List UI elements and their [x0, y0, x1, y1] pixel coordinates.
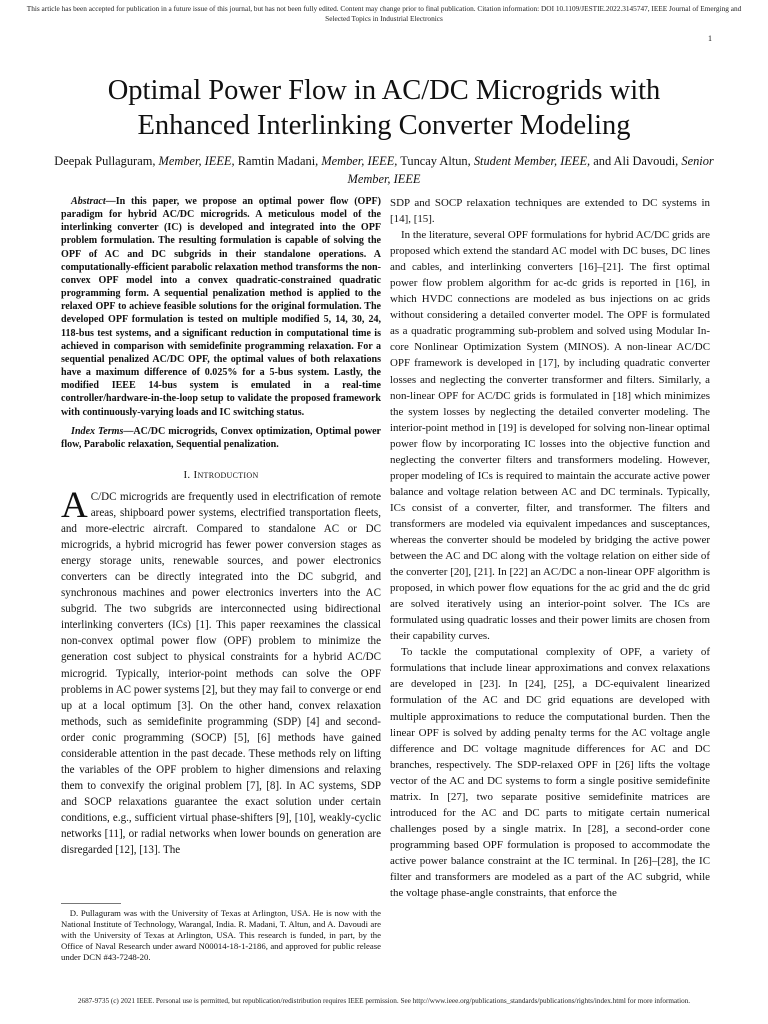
copyright-notice: 2687-9735 (c) 2021 IEEE. Personal use is permitted, but republication/redistribution requires IEEE permission. See http://www.ieee.org/publications_standards/publications/rights/index.html for more information. [77, 997, 691, 1005]
author-role: Senior Member, IEEE [347, 154, 714, 186]
author-role: Member, IEEE, [158, 154, 235, 168]
paper-title [40, 73, 728, 143]
index-terms [61, 425, 381, 451]
right-paragraph-0: SDP and SOCP relaxation techniques are extended to DC systems in [14], [15]. [390, 197, 710, 226]
author-name: Deepak Pullaguram, [54, 154, 156, 168]
author-footnote: D. Pullaguram was with the University of Texas at Arlington, USA. He is now with the National Institute of Technology, Warangal, India. R. Madani, T. Altun, and A. Davoudi are with the University of Texas at Arlington, USA. This research is funded, in part, by the Office of Naval Research under award N00014-18-1-2186, and approved for public release under DCN #43-7248-20. [61, 908, 381, 962]
author-role: Member, IEEE, [321, 154, 398, 168]
journal-banner: This article has been accepted for publication in a future issue of this journal, but has not been fully edited. Content may change prior to final publication. Citation information: DOI 10.1109/JESTIE.2022.3145747, IEEE Journal of Emerging and Selected Topics in Industrial Electronics [26, 4, 742, 23]
right-column [390, 195, 710, 901]
right-paragraph-1: In the literature, several OPF formulations for hybrid AC/DC grids are proposed which extend the standard AC model with DC buses, DC lines and cables, and interlinking converters [16]–[21]. The first optimal power flow problem algorithm for ac-dc grids is reported in [16], in which HVDC connections are modeled as bus injections on ac grids without considering a detailed converter model. The OPF is formulated as a quadratic programming sub-problem and solved using Modular In-core Nonlinear Optimization System (MINOS). A non-linear AC/DC OPF framework is developed in [17], by including quadratic converter losses and neglecting the converter transformer and filters. Similarly, a non-linear OPF for AC/DC grids is formulated in [18] which minimizes the system losses by neglecting the detailed converter modeling. The interior-point method in [19] is developed for solving non-linear optimal power flow by incorporating IC losses into the objective function and neglecting the converter filters and transformers modeling. However, proper modeling of ICs is required to maintain the accurate active power balance and voltage relation between AC and DC terminals. Typically, ICs consist of a converter, filter, and transformer. The filters and transformers are modeled via equivalent impedances and susceptances, whereas the converter should be modeled by bridging the active power between the AC and DC along with the voltage relation on either side of the converter [20], [21]. In [22] an AC/DC a non-linear OPF algorithm is proposed, in which power flow equations for the ac grid and the dc grid are solved iteratively using an interior-point solver. The ICs are formulated using quadratic losses and their power limits are chosen from their capability curves. [390, 229, 710, 643]
left-column [61, 195, 381, 858]
abstract-text: —In this paper, we propose an optimal power flow (OPF) paradigm for hybrid AC/DC microgrids. A meticulous model of the interlinking converter (IC) is developed and integrated into the OPF problem formulation. The resulting formulation is capable of solving the OPF of AC and DC subgrids in their standalone operations. A computationally-efficient parabolic relaxation method transforms the non-convex OPF model into a convex quadratic-constrained quadratic programming form. A sequential penalization method is applied to the relaxed OPF to achieve feasible solutions for the original formulation. The developed OPF formulation is tested on multiple modified 5, 14, 30, 24, 118-bus test systems, and a significant reduction in computational time is achieved in comparison with semidefinite programming relaxation. For a sequential penalized AC/DC OPF, the optimal values of both relaxations have a maximum difference of 0.025% for a 5-bus system. Lastly, the modified IEEE 14-bus system is emulated in a real-time controller/hardware-in-the-loop setup to validate the proposed framework with continuously-varying loads and IC switching status. [61, 196, 381, 418]
intro-paragraph-1 [61, 485, 381, 858]
title-line-1: Optimal Power Flow in AC/DC Microgrids with [107, 75, 661, 106]
title-line-2: Enhanced Interlinking Converter Modeling [137, 110, 631, 141]
abstract [61, 195, 381, 419]
index-terms-label: Index Terms [71, 425, 124, 437]
section-number: I. [183, 468, 191, 481]
section-heading-introduction [61, 467, 381, 483]
right-paragraph-2: To tackle the computational complexity of OPF, a variety of formulations that include linear approximations and convex relaxations are developed in [23]. In [24], [25], a DC-equivalent linearized formulation of the AC and DC grid equations are developed with multiple approximations to reduce the computational burden. Then the linear OPF is solved by adding penalty terms for the AC voltage angle difference and DC voltage magnitude differences for AC and DC branches, respectively. The SDP-relaxed OPF in [26] lifts the voltage vector of the AC and DC systems to form a single positive semidefinite matrix. In [27], two separate positive semidefinite matrices are introduced for the AC and DC parts to mitigate certain numerical challenges posed by a single matrix. In [28], a second-order cone programming based OPF formulation is proposed to accommodate the active power balance constraint at the IC terminal. In [26]–[28], the IC filter and transformers are modeled as a part of the AC subgrid, while the voltage phase-angle constraints, that enforce the [390, 646, 710, 900]
abstract-label: Abstract [71, 196, 106, 207]
index-terms-text: —AC/DC microgrids, Convex optimization, Optimal power flow, Parabolic relaxation, Sequential penalization. [61, 425, 382, 450]
drop-cap: A [61, 485, 88, 527]
intro-paragraph-1-text: C/DC microgrids are frequently used in electrification of remote areas, shipboard power systems, electrified transportation fleets, and more-electric aircraft. Compared to standalone AC or DC microgrids, a hybrid microgrid has fewer power conversion stages as energy storage units, renewable sources, and power electronics converters can be directly integrated into the DC subgrid, and synchronous machines and power electronics inverters into the AC subgrid. The two subgrids are interconnected using bidirectional interlinking converters (ICs) [1]. This paper reexamines the classical non-convex optimal power flow (OPF) problem to minimize the generation cost subject to physical constraints for a hybrid AC/DC microgrid. Typically, interior-point methods can solve the OPF problems in AC power systems [2], but they may fail to converge or end up at a local optimum [3]. On the other hand, convex relaxation methods, such as semidefinite programming (SDP) [4] and second-order conic programming (SOCP) [5], [6] methods have gained considerable attention in the past decade. These methods rely on lifting the variables of the OPF problem to higher dimensions and relaxing them to convexify the original problem [7], [8]. In AC systems, SDP and SOCP relaxations guarantee the exact solution under certain conditions, e.g., sufficient virtual phase-shifters [9], [10], weakly-cyclic networks [11], or radial networks when lower bounds on generation are disregarded [12], [13]. The [61, 491, 381, 857]
author-list [40, 152, 728, 188]
author-role: Student Member, IEEE, [473, 154, 591, 168]
author-name: Ramtin Madani, [237, 154, 319, 168]
footnote-divider [61, 903, 121, 904]
author-name: Tuncay Altun, [400, 154, 471, 168]
author-name: and Ali Davoudi, [593, 154, 679, 168]
section-title: Introduction [193, 468, 259, 481]
page-number: 1 [708, 34, 712, 43]
